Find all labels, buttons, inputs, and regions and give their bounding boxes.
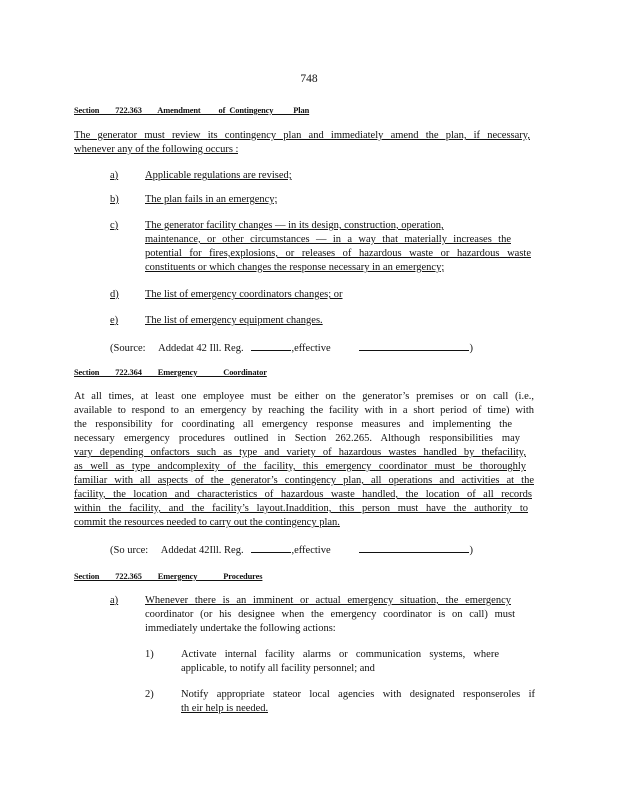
procedures-a-line-1: Whenever there is an imminent or actual emergency situation, the emergency: [145, 595, 511, 606]
item-c-line-4: constituents or which changes the response necessary in an emergency;: [145, 262, 445, 273]
source-note-363: [110, 340, 473, 357]
subitem-label-1: 1): [145, 649, 154, 660]
source-prefix: (Source:: [110, 343, 146, 354]
item-c-line-1: The generator facility changes — in its design, construction, operation,: [145, 220, 444, 231]
section-363-intro-line-1: The generator must review its contingency plan and immediately amend the plan, if necessary,: [74, 130, 530, 141]
section-363-intro-line-2: whenever any of the following occurs :: [74, 144, 239, 155]
blank-date: [359, 542, 469, 553]
item-label-c: c): [110, 220, 119, 231]
item-label-e: e): [110, 315, 119, 326]
section-365-heading: Section 722.365 Emergency Procedures: [74, 572, 263, 581]
section-364-line-7: familiar with all aspects of the generator’s contingency plan, all operations and activities at the: [74, 475, 534, 486]
procedures-a-line-2: coordinator (or his designee when the emergency coordinator is on call) must: [145, 609, 515, 620]
page-number: 748: [300, 73, 318, 85]
source-note-364: [110, 542, 473, 559]
blank-volume: [251, 542, 291, 553]
section-364-line-1: At all times, at least one employee must be either on the generator’s premises or on call (i.e.,: [74, 391, 534, 402]
section-364-line-8: facility, the location and characteristics of hazardous waste handled, the location of all records: [74, 489, 532, 500]
subitem-label-2: 2): [145, 689, 154, 700]
item-e-text: The list of emergency equipment changes.: [145, 315, 323, 326]
item-label-b: b): [110, 194, 119, 205]
section-363-heading: Section 722.363 Amendment of Contingency Plan: [74, 106, 310, 115]
section-364-line-5: vary depending onfactors such as type and variety of hazardous wastes handled by thefacility,: [74, 447, 526, 458]
blank-date: [359, 340, 469, 351]
blank-volume: [251, 340, 291, 351]
source-effective: ,effective: [291, 343, 331, 354]
procedures-a-line-3: immediately undertake the following actions:: [145, 623, 336, 634]
section-364-line-10: commit the resources needed to carry out the contingency plan.: [74, 517, 340, 528]
source-prefix: (So urce:: [110, 545, 149, 556]
source-close: ): [469, 343, 473, 354]
section-364-line-2: available to respond to an emergency by reaching the facility with in a short period of time) with: [74, 405, 534, 416]
section-364-line-4: necessary emergency procedures outlined in Section 262.265. Although responsibilities may: [74, 433, 520, 444]
section-364-line-9: within the facility, and the facility’s layout.Inaddition, this person must have the authority to: [74, 503, 528, 514]
section-364-line-3: the responsibility for coordinating all emergency response measures and implementing the: [74, 419, 512, 430]
section-364-heading: Section 722.364 Emergency Coordinator: [74, 368, 267, 377]
source-text: Addedat 42 Ill. Reg.: [158, 343, 244, 354]
source-close: ): [469, 545, 473, 556]
item-c-line-3: potential for fires,explosions, or releases of hazardous waste or hazardous waste: [145, 248, 531, 259]
subitem-1-line-2: applicable, to notify all facility personnel; and: [181, 663, 375, 674]
section-364-line-6: as well as type andcomplexity of the facility, this emergency coordinator must be thoroughly: [74, 461, 526, 472]
item-label-a: a): [110, 170, 119, 181]
item-label-a: a): [110, 595, 119, 606]
item-a-text: Applicable regulations are revised;: [145, 170, 292, 181]
item-c-line-2: maintenance, or other circumstances — in a way that materially increases the: [145, 234, 511, 245]
item-b-text: The plan fails in an emergency;: [145, 194, 278, 205]
source-text: Addedat 42Ill. Reg.: [160, 545, 244, 556]
source-effective: ,effective: [291, 545, 331, 556]
subitem-2-line-2: th eir help is needed.: [181, 703, 269, 714]
item-label-d: d): [110, 289, 119, 300]
subitem-1-line-1: Activate internal facility alarms or communication systems, where: [181, 649, 499, 660]
subitem-2-line-1: Notify appropriate stateor local agencies with designated responseroles if: [181, 689, 535, 700]
item-d-text: The list of emergency coordinators changes; or: [145, 289, 343, 300]
